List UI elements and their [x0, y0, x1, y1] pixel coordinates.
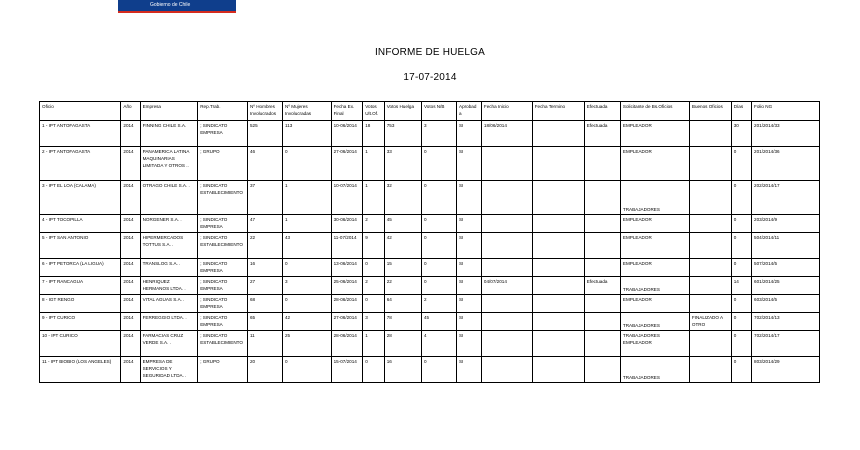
table-cell: 601/2014/25 [752, 277, 820, 295]
table-cell: 27-06/2014 [331, 313, 363, 331]
table-cell: 47 [247, 215, 282, 233]
table-row [40, 331, 820, 357]
table-cell [689, 277, 731, 295]
table-cell: FERREGGIO LTDA. . [140, 313, 198, 331]
table-cell [689, 259, 731, 277]
table-row [40, 121, 820, 147]
table-cell: 28-06/2014 [331, 295, 363, 313]
table-cell: Efectuada [584, 121, 620, 147]
table-cell: 4 [422, 331, 457, 357]
table-cell: 0 [422, 233, 457, 259]
table-cell: 27-06/2014 [331, 147, 363, 181]
table-cell: SI [457, 357, 482, 383]
column-header: Aprobada [457, 102, 482, 121]
table-cell [532, 181, 584, 215]
table-cell: EMPLEADOR [620, 147, 689, 181]
table-cell: 1 [363, 181, 384, 215]
table-cell: 702/2014/13 [752, 313, 820, 331]
table-cell: 13-06/2014 [331, 259, 363, 277]
table-cell [532, 121, 584, 147]
table-cell: SI [457, 181, 482, 215]
table-cell: 11 [247, 331, 282, 357]
table-body [40, 121, 820, 383]
table-cell: 2014 [121, 181, 140, 215]
table-cell: HENRIQUEZ HERMANOS LTDA. . [140, 277, 198, 295]
table-cell [481, 233, 532, 259]
table-cell: 11 - IPT BIOBIO (LOS ANGELES) [40, 357, 121, 383]
table-cell: SI [457, 121, 482, 147]
table-cell: 22 [247, 233, 282, 259]
table-cell: NORGENER S.A. . [140, 215, 198, 233]
table-cell: 2 [422, 295, 457, 313]
table-cell: SI [457, 215, 482, 233]
table-cell: 10 - IPT CURICO [40, 331, 121, 357]
table-cell: 0 [283, 259, 332, 277]
report-title: INFORME DE HUELGA [374, 47, 486, 58]
table-row [40, 147, 820, 181]
table-cell: 37 [247, 181, 282, 215]
column-header: Votos N/B [422, 102, 457, 121]
table-cell: PANAMERICA LATINA MAQUINARIAS LIMITADA Y OTROS .. [140, 147, 198, 181]
table-cell: 525 [247, 121, 282, 147]
table-cell: EMPLEADOR [620, 233, 689, 259]
table-row [40, 313, 820, 331]
table-cell: 1 [363, 147, 384, 181]
column-header: Solicitante de Bs.Oficios [620, 102, 689, 121]
table-cell: 2014 [121, 331, 140, 357]
column-header: Oficio [40, 102, 121, 121]
table-cell: 22 [384, 277, 421, 295]
table-cell [481, 295, 532, 313]
table-cell: 5 - IPT SAN ANTONIO [40, 233, 121, 259]
table-cell: 203/2014/9 [752, 215, 820, 233]
column-header: Rep.Trab. [198, 102, 248, 121]
table-cell [481, 313, 532, 331]
table-cell: 1 [283, 215, 332, 233]
table-cell: VITAL AGUAS S.A. . [140, 295, 198, 313]
table-cell [584, 215, 620, 233]
table-cell: 2 [363, 277, 384, 295]
table-cell: 15 [384, 259, 421, 277]
gobierno-logo [118, 0, 236, 13]
table-cell [532, 277, 584, 295]
table-cell: 42 [384, 233, 421, 259]
table-cell [481, 259, 532, 277]
table-cell: 8 - IGT RENGO [40, 295, 121, 313]
table-cell: 0 [731, 233, 751, 259]
table-cell: Efectuada [584, 277, 620, 295]
table-cell [584, 233, 620, 259]
table-header [40, 102, 820, 121]
table-cell: 2014 [121, 233, 140, 259]
table-cell: ; SINDICATO EMPRESA [198, 277, 248, 295]
table-cell: 16 [247, 259, 282, 277]
table-cell: 11-07/2014 [331, 233, 363, 259]
table-cell: 0 [363, 259, 384, 277]
table-cell: 0 [731, 181, 751, 215]
table-cell: 04/07/2014 [481, 277, 532, 295]
table-cell [689, 295, 731, 313]
table-cell: 7 - IPT RANCAGUA [40, 277, 121, 295]
table-cell: 202/2014/17 [752, 181, 820, 215]
table-cell: ; SINDICATO ESTABLECIMIENTO [198, 233, 248, 259]
table-cell [532, 313, 584, 331]
table-cell: 702/2014/17 [752, 331, 820, 357]
table-cell [689, 215, 731, 233]
table-cell: 65 [247, 313, 282, 331]
table-cell: 0 [422, 215, 457, 233]
table-cell: 0 [422, 147, 457, 181]
column-header: Nº Hombres Involucrados [247, 102, 282, 121]
table-cell: 25-06/2014 [331, 277, 363, 295]
table-cell [689, 357, 731, 383]
table-cell: EMPLEADOR [620, 215, 689, 233]
table-cell [689, 147, 731, 181]
column-header: Buenos Oficios [689, 102, 731, 121]
table-cell: 0 [731, 147, 751, 181]
table-cell: 0 [422, 277, 457, 295]
table-cell: 30 [731, 121, 751, 147]
table-cell: 2 [363, 215, 384, 233]
table-cell: 0 [363, 357, 384, 383]
logo-flag-stripe [118, 11, 236, 13]
table-row [40, 357, 820, 383]
table-cell [481, 357, 532, 383]
table-cell [532, 295, 584, 313]
table-cell: SI [457, 259, 482, 277]
logo-text: Gobierno de Chile [150, 2, 191, 8]
table-cell: 16 [384, 357, 421, 383]
table-cell: OTRAGO CHILE S.A. . [140, 181, 198, 215]
table-cell [689, 121, 731, 147]
column-header: Fecha Inicio [481, 102, 532, 121]
table-cell [481, 215, 532, 233]
table-cell: 20 [247, 357, 282, 383]
table-cell: 3 [283, 277, 332, 295]
table-cell: 9 [363, 233, 384, 259]
table-cell: SI [457, 313, 482, 331]
table-cell: TRANSLOG S.A. . [140, 259, 198, 277]
table-cell [532, 233, 584, 259]
table-cell: 504/2014/11 [752, 233, 820, 259]
table-cell [584, 313, 620, 331]
table-cell: TRABAJADORES [620, 357, 689, 383]
column-header: Fecha Ex. Final [331, 102, 363, 121]
table-cell [584, 181, 620, 215]
table-cell: 10-07/2014 [331, 181, 363, 215]
table-cell: 0 [731, 259, 751, 277]
table-cell: TRABAJADORES [620, 313, 689, 331]
table-row [40, 259, 820, 277]
table-cell: 2014 [121, 215, 140, 233]
table-cell: 46 [247, 147, 282, 181]
table-cell: 0 [422, 259, 457, 277]
table-cell: ; SINDICATO EMPRESA [198, 259, 248, 277]
table-cell: EMPRESA DE SERVICIOS Y SEGURIDAD LTDA. . [140, 357, 198, 383]
table-cell: 27 [247, 277, 282, 295]
table-cell: 0 [731, 295, 751, 313]
table-cell [481, 181, 532, 215]
table-cell: 113 [283, 121, 332, 147]
table-cell [584, 147, 620, 181]
column-header: Efectuada [584, 102, 620, 121]
column-header: Folio NG [752, 102, 820, 121]
table-cell: 1 - IPT ANTOFAGASTA [40, 121, 121, 147]
table-cell: 2 - IPT ANTOFAGASTA [40, 147, 121, 181]
table-row [40, 181, 820, 215]
table-cell: SI [457, 331, 482, 357]
column-header: Días [731, 102, 751, 121]
table-cell: ; SINDICATO EMPRESA [198, 121, 248, 147]
table-cell: 2014 [121, 313, 140, 331]
table-cell: FINALIZADO A OTRO [689, 313, 731, 331]
table-cell: 507/2014/5 [752, 259, 820, 277]
table-cell: 45 [384, 215, 421, 233]
table-cell [584, 331, 620, 357]
table-cell: 43 [283, 233, 332, 259]
table-cell: 45 [422, 313, 457, 331]
table-cell: SI [457, 277, 482, 295]
table-cell: ; SINDICATO ESTABLECIMIENTO [198, 331, 248, 357]
table-cell: 18 [363, 121, 384, 147]
table-row [40, 215, 820, 233]
table-cell: 14 [731, 277, 751, 295]
table-cell [689, 331, 731, 357]
table-row [40, 233, 820, 259]
column-header: Votos Ult.Of. [363, 102, 384, 121]
table-cell: ; SINDICATO EMPRESA [198, 295, 248, 313]
table-cell: 15-07/2014 [331, 357, 363, 383]
table-cell: 3 [363, 313, 384, 331]
table-cell: 0 [731, 357, 751, 383]
table-cell [532, 147, 584, 181]
table-cell: 28-06/2014 [331, 331, 363, 357]
table-cell: 3 - IPT EL LOA (CALAMA) [40, 181, 121, 215]
column-header: Año [121, 102, 140, 121]
table-cell: 9 - IPT CURICO [40, 313, 121, 331]
column-header: Fecha Termino [532, 102, 584, 121]
table-cell: SI [457, 295, 482, 313]
table-cell [584, 357, 620, 383]
table-cell [532, 259, 584, 277]
table-row [40, 277, 820, 295]
table-cell: 32 [384, 181, 421, 215]
table-cell: 78 [384, 313, 421, 331]
table-cell [532, 331, 584, 357]
table-cell: 6 - IPT PETORCA (LA LIGUA) [40, 259, 121, 277]
table-cell: 2014 [121, 147, 140, 181]
table-cell: HIPERMERCADOS TOTTUS S.A. . [140, 233, 198, 259]
table-cell [689, 181, 731, 215]
table-cell: 18/06/2014 [481, 121, 532, 147]
table-cell: 2014 [121, 277, 140, 295]
report-date: 17-07-2014 [403, 72, 457, 83]
table-cell: 10-06/2014 [331, 121, 363, 147]
table-cell: EMPLEADOR [620, 259, 689, 277]
table-cell: 2014 [121, 259, 140, 277]
table-cell: 25 [283, 331, 332, 357]
table-cell: 0 [363, 295, 384, 313]
table-cell: 3 [422, 121, 457, 147]
column-header: Empresa [140, 102, 198, 121]
table-row [40, 295, 820, 313]
table-cell: 33 [384, 147, 421, 181]
table-cell: 0 [731, 313, 751, 331]
table-cell: ; GRUPO [198, 147, 248, 181]
column-header: Votos Huelga [384, 102, 421, 121]
table-cell: 0 [422, 357, 457, 383]
table-cell: TRABAJADORES [620, 181, 689, 215]
table-cell: 603/2014/5 [752, 295, 820, 313]
table-cell: EMPLEADOR [620, 121, 689, 147]
table-cell: 0 [283, 357, 332, 383]
table-cell [532, 357, 584, 383]
table-cell: 68 [247, 295, 282, 313]
table-cell [584, 295, 620, 313]
table-cell: SI [457, 147, 482, 181]
table-cell: TRABAJADORES EMPLEADOR [620, 331, 689, 357]
table-cell: ; GRUPO [198, 357, 248, 383]
strike-report-table [39, 101, 820, 383]
table-cell: 2014 [121, 357, 140, 383]
table-cell: 803/2014/29 [752, 357, 820, 383]
table-cell: 753 [384, 121, 421, 147]
table-cell: ; SINDICATO EMPRESA [198, 313, 248, 331]
table-cell [532, 215, 584, 233]
table-cell: 0 [422, 181, 457, 215]
table-cell: 0 [731, 331, 751, 357]
table-cell: 201/2014/36 [752, 147, 820, 181]
table-cell: ; SINDICATO EMPRESA [198, 215, 248, 233]
table-cell: TRABAJADORES [620, 277, 689, 295]
table-cell: ; SINDICATO ESTABLECIMIENTO [198, 181, 248, 215]
table-cell: 0 [283, 295, 332, 313]
table-cell: FARMACIAS CRUZ VERDE S.A. . [140, 331, 198, 357]
column-header: Nº Mujeres Involucradas [283, 102, 332, 121]
table-cell: 1 [363, 331, 384, 357]
table-cell: 30-06/2014 [331, 215, 363, 233]
table-cell: 64 [384, 295, 421, 313]
table-cell: FINNING CHILE S.A. [140, 121, 198, 147]
table-cell: 42 [283, 313, 332, 331]
table-cell: 28 [384, 331, 421, 357]
table-cell: 201/2014/33 [752, 121, 820, 147]
table-cell: SI [457, 233, 482, 259]
table-cell [481, 147, 532, 181]
table-cell: 2014 [121, 295, 140, 313]
table-cell [689, 233, 731, 259]
table-cell: EMPLEADOR [620, 295, 689, 313]
table-cell [481, 331, 532, 357]
table-cell: 1 [283, 181, 332, 215]
table-cell: 2014 [121, 121, 140, 147]
table-cell [584, 259, 620, 277]
table-cell: 0 [731, 215, 751, 233]
table-cell: 0 [283, 147, 332, 181]
table-cell: 4 - IPT TOCOPILLA [40, 215, 121, 233]
